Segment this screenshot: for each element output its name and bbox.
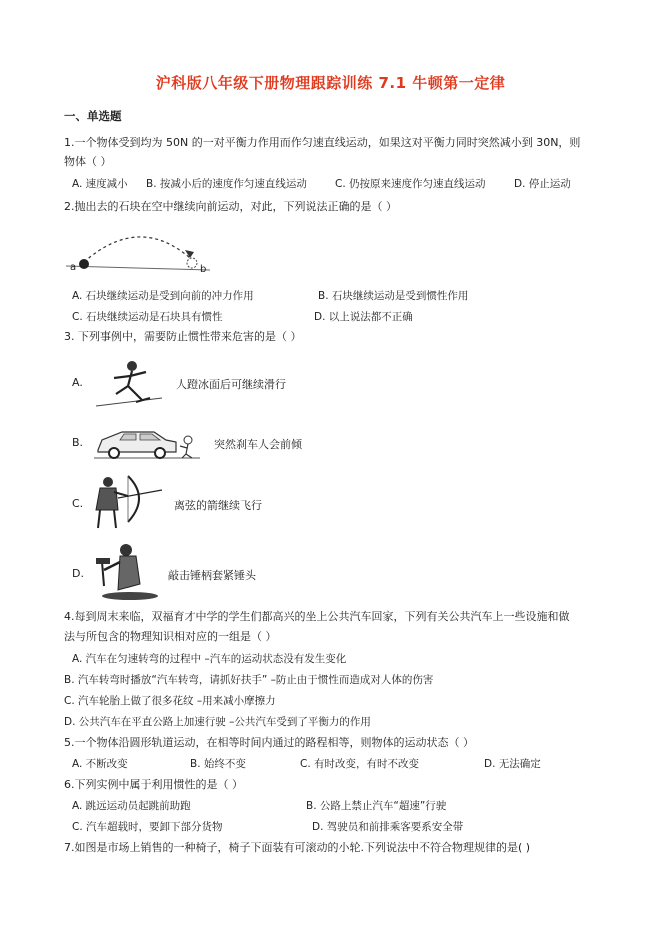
q2-stem: 2.抛出去的石块在空中继续向前运动，对此，下列说法正确的是（ ）: [64, 200, 397, 213]
hammer-handle: [102, 562, 104, 586]
q2-option-d: D. 以上说法都不正确: [314, 311, 413, 323]
archer-head: [103, 477, 113, 487]
q5-stem: 5.一个物体沿圆形轨道运动，在相等时间内通过的路程相等，则物体的运动状态（ ）: [64, 736, 474, 749]
section-heading: 一、单选题: [64, 109, 122, 123]
worker-body: [118, 556, 140, 590]
hammer-figure: [90, 540, 160, 602]
q5-option-b: B. 始终不变: [190, 758, 246, 770]
q1-stem-line2: 物体（ ）: [64, 155, 112, 168]
q1-option-d: D. 停止运动: [514, 178, 571, 190]
q6-stem: 6.下列实例中属于利用惯性的是（ ）: [64, 778, 243, 791]
q2-option-c: C. 石块继续运动是石块具有惯性: [72, 311, 223, 323]
q3-option-c-text: 离弦的箭继续飞行: [174, 499, 262, 512]
q1-option-b: B. 按减小后的速度作匀速直线运动: [146, 178, 307, 190]
skater-figure: [92, 356, 164, 412]
q4-stem-line1: 4.每到周末来临，双福育才中学的学生们都高兴的坐上公共汽车回家，下列有关公共汽车上一些设施和做: [64, 610, 570, 623]
q2-option-a: A. 石块继续运动是受到向前的冲力作用: [72, 290, 254, 302]
q3-option-c-letter: C.: [72, 497, 84, 510]
hammer-head: [96, 558, 110, 564]
q3-option-d-text: 敲击锤柄套紧锤头: [168, 569, 256, 582]
car-wheel-rear: [109, 448, 119, 458]
q4-option-d: D. 公共汽车在平直公路上加速行驶 –公共汽车受到了平衡力的作用: [64, 716, 371, 728]
stone-a-circle: [79, 259, 89, 269]
q1-option-a: A. 速度减小: [72, 178, 128, 190]
car-wheel-front: [155, 448, 165, 458]
trajectory-arrow-icon: [185, 250, 194, 258]
q4-stem-line2: 法与所包含的物理知识相对应的一组是（ ）: [64, 630, 277, 643]
trajectory-path: [84, 237, 190, 262]
q1-option-c: C. 仍按原来速度作匀速直线运动: [335, 178, 486, 190]
page-title: 沪科版八年级下册物理跟踪训练 7.1 牛顿第一定律: [155, 74, 506, 92]
braking-car-figure: [92, 418, 202, 464]
q6-option-c: C. 汽车超载时，要卸下部分货物: [72, 821, 223, 833]
q5-option-a: A. 不断改变: [72, 758, 128, 770]
skater-body: [114, 371, 146, 400]
bow: [128, 476, 139, 522]
q5-option-c: C. 有时改变，有时不改变: [300, 758, 420, 770]
q4-option-c: C. 汽车轮胎上做了很多花纹 –用来减小摩擦力: [64, 695, 276, 707]
ground-block: [102, 592, 158, 600]
q6-option-a: A. 跳远运动员起跳前助跑: [72, 800, 191, 812]
stone-b-circle: [187, 258, 197, 268]
pedestrian-head: [184, 436, 192, 444]
q3-option-b-letter: B.: [72, 436, 84, 449]
archer-figure: [88, 470, 164, 534]
q3-option-b-text: 突然刹车人会前倾: [214, 438, 302, 451]
thrown-stone-figure: [64, 222, 214, 278]
pedestrian-body: [180, 444, 192, 458]
q2-option-b: B. 石块继续运动是受到惯性作用: [318, 290, 469, 302]
q6-option-b: B. 公路上禁止汽车“超速”行驶: [306, 800, 447, 812]
q5-option-d: D. 无法确定: [484, 758, 541, 770]
q3-option-d-letter: D.: [72, 567, 84, 580]
q3-stem: 3. 下列事例中，需要防止惯性带来危害的是（ ）: [64, 330, 302, 343]
q4-option-b: B. 汽车转弯时播放“汽车转弯，请抓好扶手” –防止由于惯性而造成对人体的伤害: [64, 674, 434, 686]
worker-head: [120, 544, 132, 556]
archer-legs: [98, 510, 116, 528]
q6-option-d: D. 驾驶员和前排乘客要系安全带: [312, 821, 464, 833]
q3-option-a-letter: A.: [72, 376, 83, 389]
q1-stem-line1: 1.一个物体受到均为 50N 的一对平衡力作用而作匀速直线运动，如果这对平衡力同时突然减小到 30N，则: [64, 136, 581, 149]
label-b: b: [200, 264, 207, 275]
q4-option-a: A. 汽车在匀速转弯的过程中 –汽车的运动状态没有发生变化: [72, 653, 347, 665]
q7-stem: 7.如图是市场上销售的一种椅子，椅子下面装有可滚动的小轮.下列说法中不符合物理规律的是( ): [64, 841, 531, 854]
ice-line: [96, 398, 162, 406]
q3-option-a-text: 人蹬冰面后可继续滑行: [176, 378, 286, 391]
skater-head: [127, 361, 137, 371]
label-a: a: [70, 262, 77, 273]
